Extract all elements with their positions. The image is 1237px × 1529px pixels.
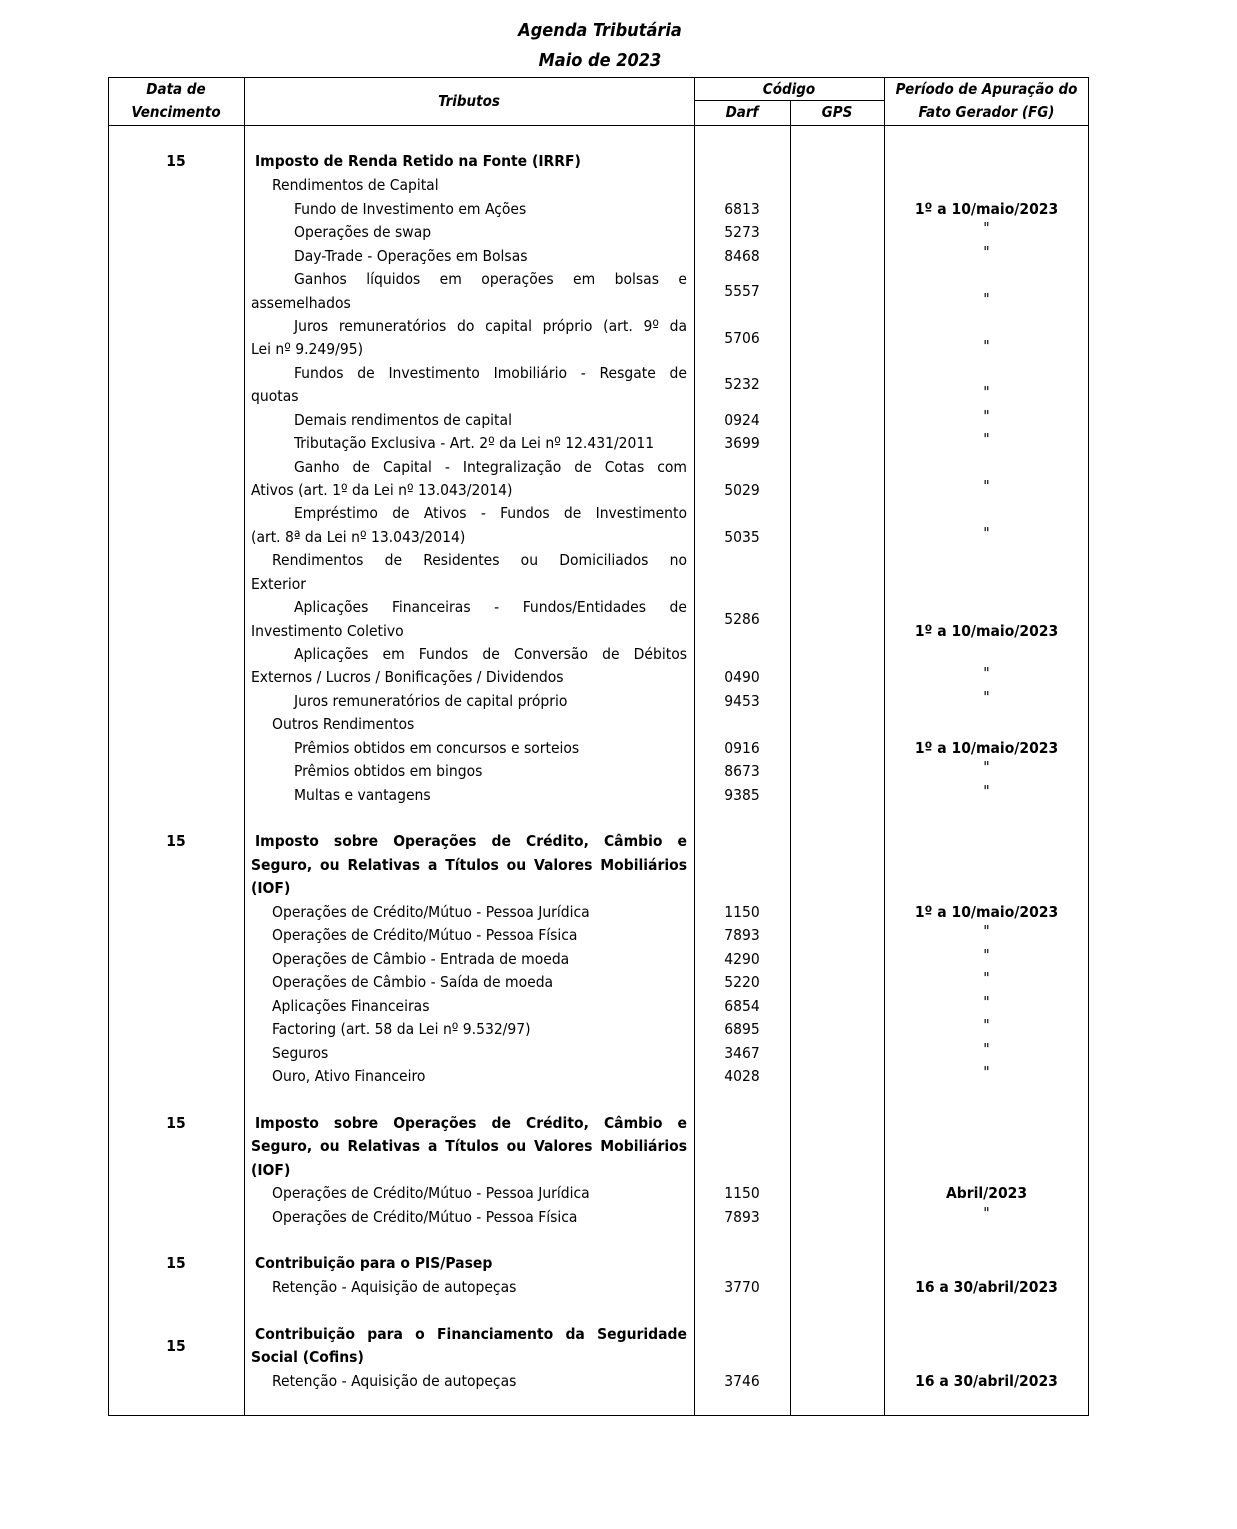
section-title-cont: Seguro, ou Relativas a Títulos ou Valores Mobiliários <box>251 856 687 874</box>
page-subtitle: Maio de 2023 <box>538 50 662 71</box>
item-text: Aplicações em Fundos de Conversão de Débitos <box>294 645 687 663</box>
section-title-cont: Seguro, ou Relativas a Títulos ou Valores Mobiliários <box>251 1137 687 1155</box>
ditto-mark: " <box>983 1040 990 1058</box>
item-text: Empréstimo de Ativos - Fundos de Investimento <box>294 504 687 522</box>
ditto-mark: " <box>983 1204 990 1222</box>
ditto-mark: " <box>983 243 990 261</box>
periodo-value: Abril/2023 <box>945 1184 1028 1202</box>
periodo-value: 1º a 10/maio/2023 <box>914 622 1059 640</box>
header-bottom-border <box>108 125 1089 126</box>
group-label: Outros Rendimentos <box>272 715 415 733</box>
darf-code: 1150 <box>724 1184 760 1202</box>
ditto-mark: " <box>983 946 990 964</box>
ditto-mark: " <box>983 664 990 682</box>
periodo-value: 16 a 30/abril/2023 <box>915 1372 1058 1390</box>
darf-code: 3770 <box>724 1278 760 1296</box>
item-text: Operações de Câmbio - Saída de moeda <box>272 973 554 991</box>
darf-code: 0916 <box>724 739 760 757</box>
darf-code: 5220 <box>724 973 760 991</box>
item-text: Operações de Crédito/Mútuo - Pessoa Jurídica <box>272 1184 590 1202</box>
section-title: Imposto de Renda Retido na Fonte (IRRF) <box>255 152 581 170</box>
ditto-mark: " <box>983 407 990 425</box>
ditto-mark: " <box>983 1016 990 1034</box>
darf-code: 0924 <box>724 411 760 429</box>
darf-code: 3699 <box>724 434 760 452</box>
section-title-cont: Social (Cofins) <box>251 1348 364 1366</box>
section-title: Imposto sobre Operações de Crédito, Câmbio e <box>255 832 687 850</box>
item-text-cont: assemelhados <box>251 294 351 312</box>
section-title: Contribuição para o PIS/Pasep <box>255 1254 493 1272</box>
darf-code: 7893 <box>724 1208 760 1226</box>
item-text: Multas e vantagens <box>294 786 431 804</box>
group-label: Rendimentos de Capital <box>272 176 439 194</box>
darf-code: 8468 <box>724 247 760 265</box>
darf-code: 5286 <box>724 610 760 628</box>
group-label-cont: Exterior <box>251 575 306 593</box>
item-text: Fundo de Investimento em Ações <box>294 200 527 218</box>
darf-code: 3746 <box>724 1372 760 1390</box>
item-text: Demais rendimentos de capital <box>294 411 512 429</box>
item-text-cont: (art. 8ª da Lei nº 13.043/2014) <box>251 528 466 546</box>
ditto-mark: " <box>983 969 990 987</box>
item-text: Retenção - Aquisição de autopeças <box>272 1372 517 1390</box>
item-text: Operações de Crédito/Mútuo - Pessoa Jurídica <box>272 903 590 921</box>
section-title-cont: (IOF) <box>251 879 291 897</box>
section-title: Imposto sobre Operações de Crédito, Câmbio e <box>255 1114 687 1132</box>
item-text: Operações de Crédito/Mútuo - Pessoa Física <box>272 926 578 944</box>
periodo-value: 1º a 10/maio/2023 <box>914 200 1059 218</box>
darf-code: 6895 <box>724 1020 760 1038</box>
ditto-mark: " <box>983 383 990 401</box>
section-title: Contribuição para o Financiamento da Seguridade <box>255 1325 687 1343</box>
item-text-cont: Externos / Lucros / Bonificações / Dividendos <box>251 668 564 686</box>
darf-code: 4028 <box>724 1067 760 1085</box>
ditto-mark: " <box>983 290 990 308</box>
item-text-cont: quotas <box>251 387 299 405</box>
ditto-mark: " <box>983 782 990 800</box>
ditto-mark: " <box>983 430 990 448</box>
item-text: Fundos de Investimento Imobiliário - Resgate de <box>294 364 687 382</box>
ditto-mark: " <box>983 758 990 776</box>
darf-code: 3467 <box>724 1044 760 1062</box>
darf-code: 1150 <box>724 903 760 921</box>
item-text: Retenção - Aquisição de autopeças <box>272 1278 517 1296</box>
due-date: 15 <box>166 1337 186 1355</box>
ditto-mark: " <box>983 1063 990 1081</box>
item-text: Juros remuneratórios de capital próprio <box>294 692 568 710</box>
darf-code: 0490 <box>724 668 760 686</box>
header-gps: GPS <box>821 103 853 121</box>
due-date: 15 <box>166 1114 186 1132</box>
ditto-mark: " <box>983 688 990 706</box>
item-text: Prêmios obtidos em bingos <box>294 762 483 780</box>
darf-code: 5273 <box>724 223 760 241</box>
item-text-cont: Investimento Coletivo <box>251 622 404 640</box>
periodo-value: 16 a 30/abril/2023 <box>915 1278 1058 1296</box>
darf-code: 5029 <box>724 481 760 499</box>
darf-code: 9385 <box>724 786 760 804</box>
item-text: Juros remuneratórios do capital próprio (art. 9º da <box>294 317 687 335</box>
darf-code: 6813 <box>724 200 760 218</box>
column-divider <box>244 77 245 1416</box>
ditto-mark: " <box>983 524 990 542</box>
periodo-value: 1º a 10/maio/2023 <box>914 739 1059 757</box>
darf-code: 5035 <box>724 528 760 546</box>
ditto-mark: " <box>983 993 990 1011</box>
item-text: Ouro, Ativo Financeiro <box>272 1067 426 1085</box>
ditto-mark: " <box>983 219 990 237</box>
darf-code: 5232 <box>724 375 760 393</box>
header-data-vencimento: Data de Vencimento <box>131 80 221 121</box>
darf-code: 6854 <box>724 997 760 1015</box>
header-codigo: Código <box>762 80 816 98</box>
group-label: Rendimentos de Residentes ou Domiciliados no <box>272 551 687 569</box>
item-text: Aplicações Financeiras - Fundos/Entidades de <box>294 598 687 616</box>
item-text-cont: Lei nº 9.249/95) <box>251 340 364 358</box>
due-date: 15 <box>166 1254 186 1272</box>
darf-code: 7893 <box>724 926 760 944</box>
darf-code: 4290 <box>724 950 760 968</box>
due-date: 15 <box>166 152 186 170</box>
darf-code: 5706 <box>724 329 760 347</box>
ditto-mark: " <box>983 477 990 495</box>
header-periodo: Período de Apuração do Fato Gerador (FG) <box>895 80 1078 121</box>
item-text: Operações de swap <box>294 223 432 241</box>
column-divider <box>790 100 791 1416</box>
darf-code: 8673 <box>724 762 760 780</box>
item-text-cont: Ativos (art. 1º da Lei nº 13.043/2014) <box>251 481 513 499</box>
item-text: Seguros <box>272 1044 329 1062</box>
header-darf: Darf <box>725 103 759 121</box>
item-text: Day-Trade - Operações em Bolsas <box>294 247 528 265</box>
darf-code: 5557 <box>724 282 760 300</box>
ditto-mark: " <box>983 337 990 355</box>
page-title: Agenda Tributária <box>518 20 682 41</box>
item-text: Operações de Câmbio - Entrada de moeda <box>272 950 570 968</box>
item-text: Factoring (art. 58 da Lei nº 9.532/97) <box>272 1020 531 1038</box>
periodo-value: 1º a 10/maio/2023 <box>914 903 1059 921</box>
section-title-cont: (IOF) <box>251 1161 291 1179</box>
item-text: Tributação Exclusiva - Art. 2º da Lei nº 12.431/2011 <box>294 434 655 452</box>
darf-code: 9453 <box>724 692 760 710</box>
due-date: 15 <box>166 832 186 850</box>
header-tributos: Tributos <box>438 92 500 110</box>
ditto-mark: " <box>983 922 990 940</box>
item-text: Ganhos líquidos em operações em bolsas e <box>294 270 687 288</box>
item-text: Operações de Crédito/Mútuo - Pessoa Física <box>272 1208 578 1226</box>
item-text: Ganho de Capital - Integralização de Cotas com <box>294 458 687 476</box>
item-text: Aplicações Financeiras <box>272 997 430 1015</box>
item-text: Prêmios obtidos em concursos e sorteios <box>294 739 580 757</box>
